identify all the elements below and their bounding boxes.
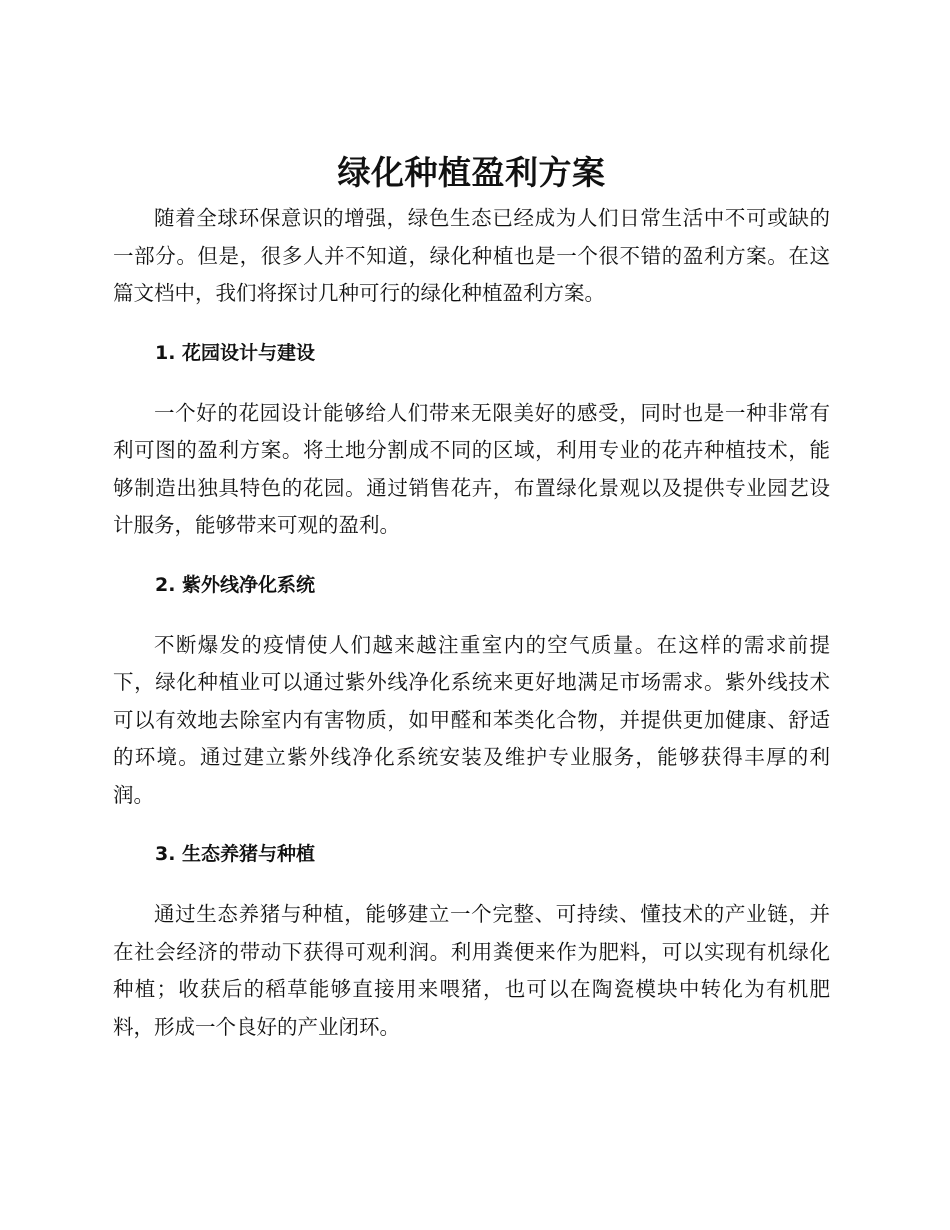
section-body-eco-pig-farming: 通过生态养猪与种植，能够建立一个完整、可持续、懂技术的产业链，并在社会经济的带动下获得可观利润。利用粪便来作为肥料，可以实现有机绿化种植；收获后的稻草能够直接用来喂猪，也可以在陶瓷模块中转化为有机肥料，形成一个良好的产业闭环。 [113,902,830,1039]
section-body-garden-design: 一个好的花园设计能够给人们带来无限美好的感受，同时也是一种非常有利可图的盈利方案。将土地分割成不同的区域，利用专业的花卉种植技术，能够制造出独具特色的花园。通过销售花卉，布置绿化景观以及提供专业园艺设计服务，能够带来可观的盈利。 [113,400,830,537]
document-page [113,150,830,1046]
section-heading-garden-design: 1. 花园设计与建设 [155,341,316,364]
intro-paragraph: 随着全球环保意识的增强，绿色生态已经成为人们日常生活中不可或缺的一部分。但是，很多人并不知道，绿化种植也是一个很不错的盈利方案。在这篇文档中，我们将探讨几种可行的绿化种植盈利方案。 [113,206,830,305]
document-title: 绿化种植盈利方案 [337,153,606,192]
section-body-uv-purification: 不断爆发的疫情使人们越来越注重室内的空气质量。在这样的需求前提下，绿化种植业可以通过紫外线净化系统来更好地满足市场需求。紫外线技术可以有效地去除室内有害物质，如甲醛和苯类化合物，并提供更加健康、舒适的环境。通过建立紫外线净化系统安装及维护专业服务，能够获得丰厚的利润。 [113,632,830,807]
section-heading-uv-purification: 2. 紫外线净化系统 [155,573,316,596]
section-heading-eco-pig-farming: 3. 生态养猪与种植 [155,843,316,865]
